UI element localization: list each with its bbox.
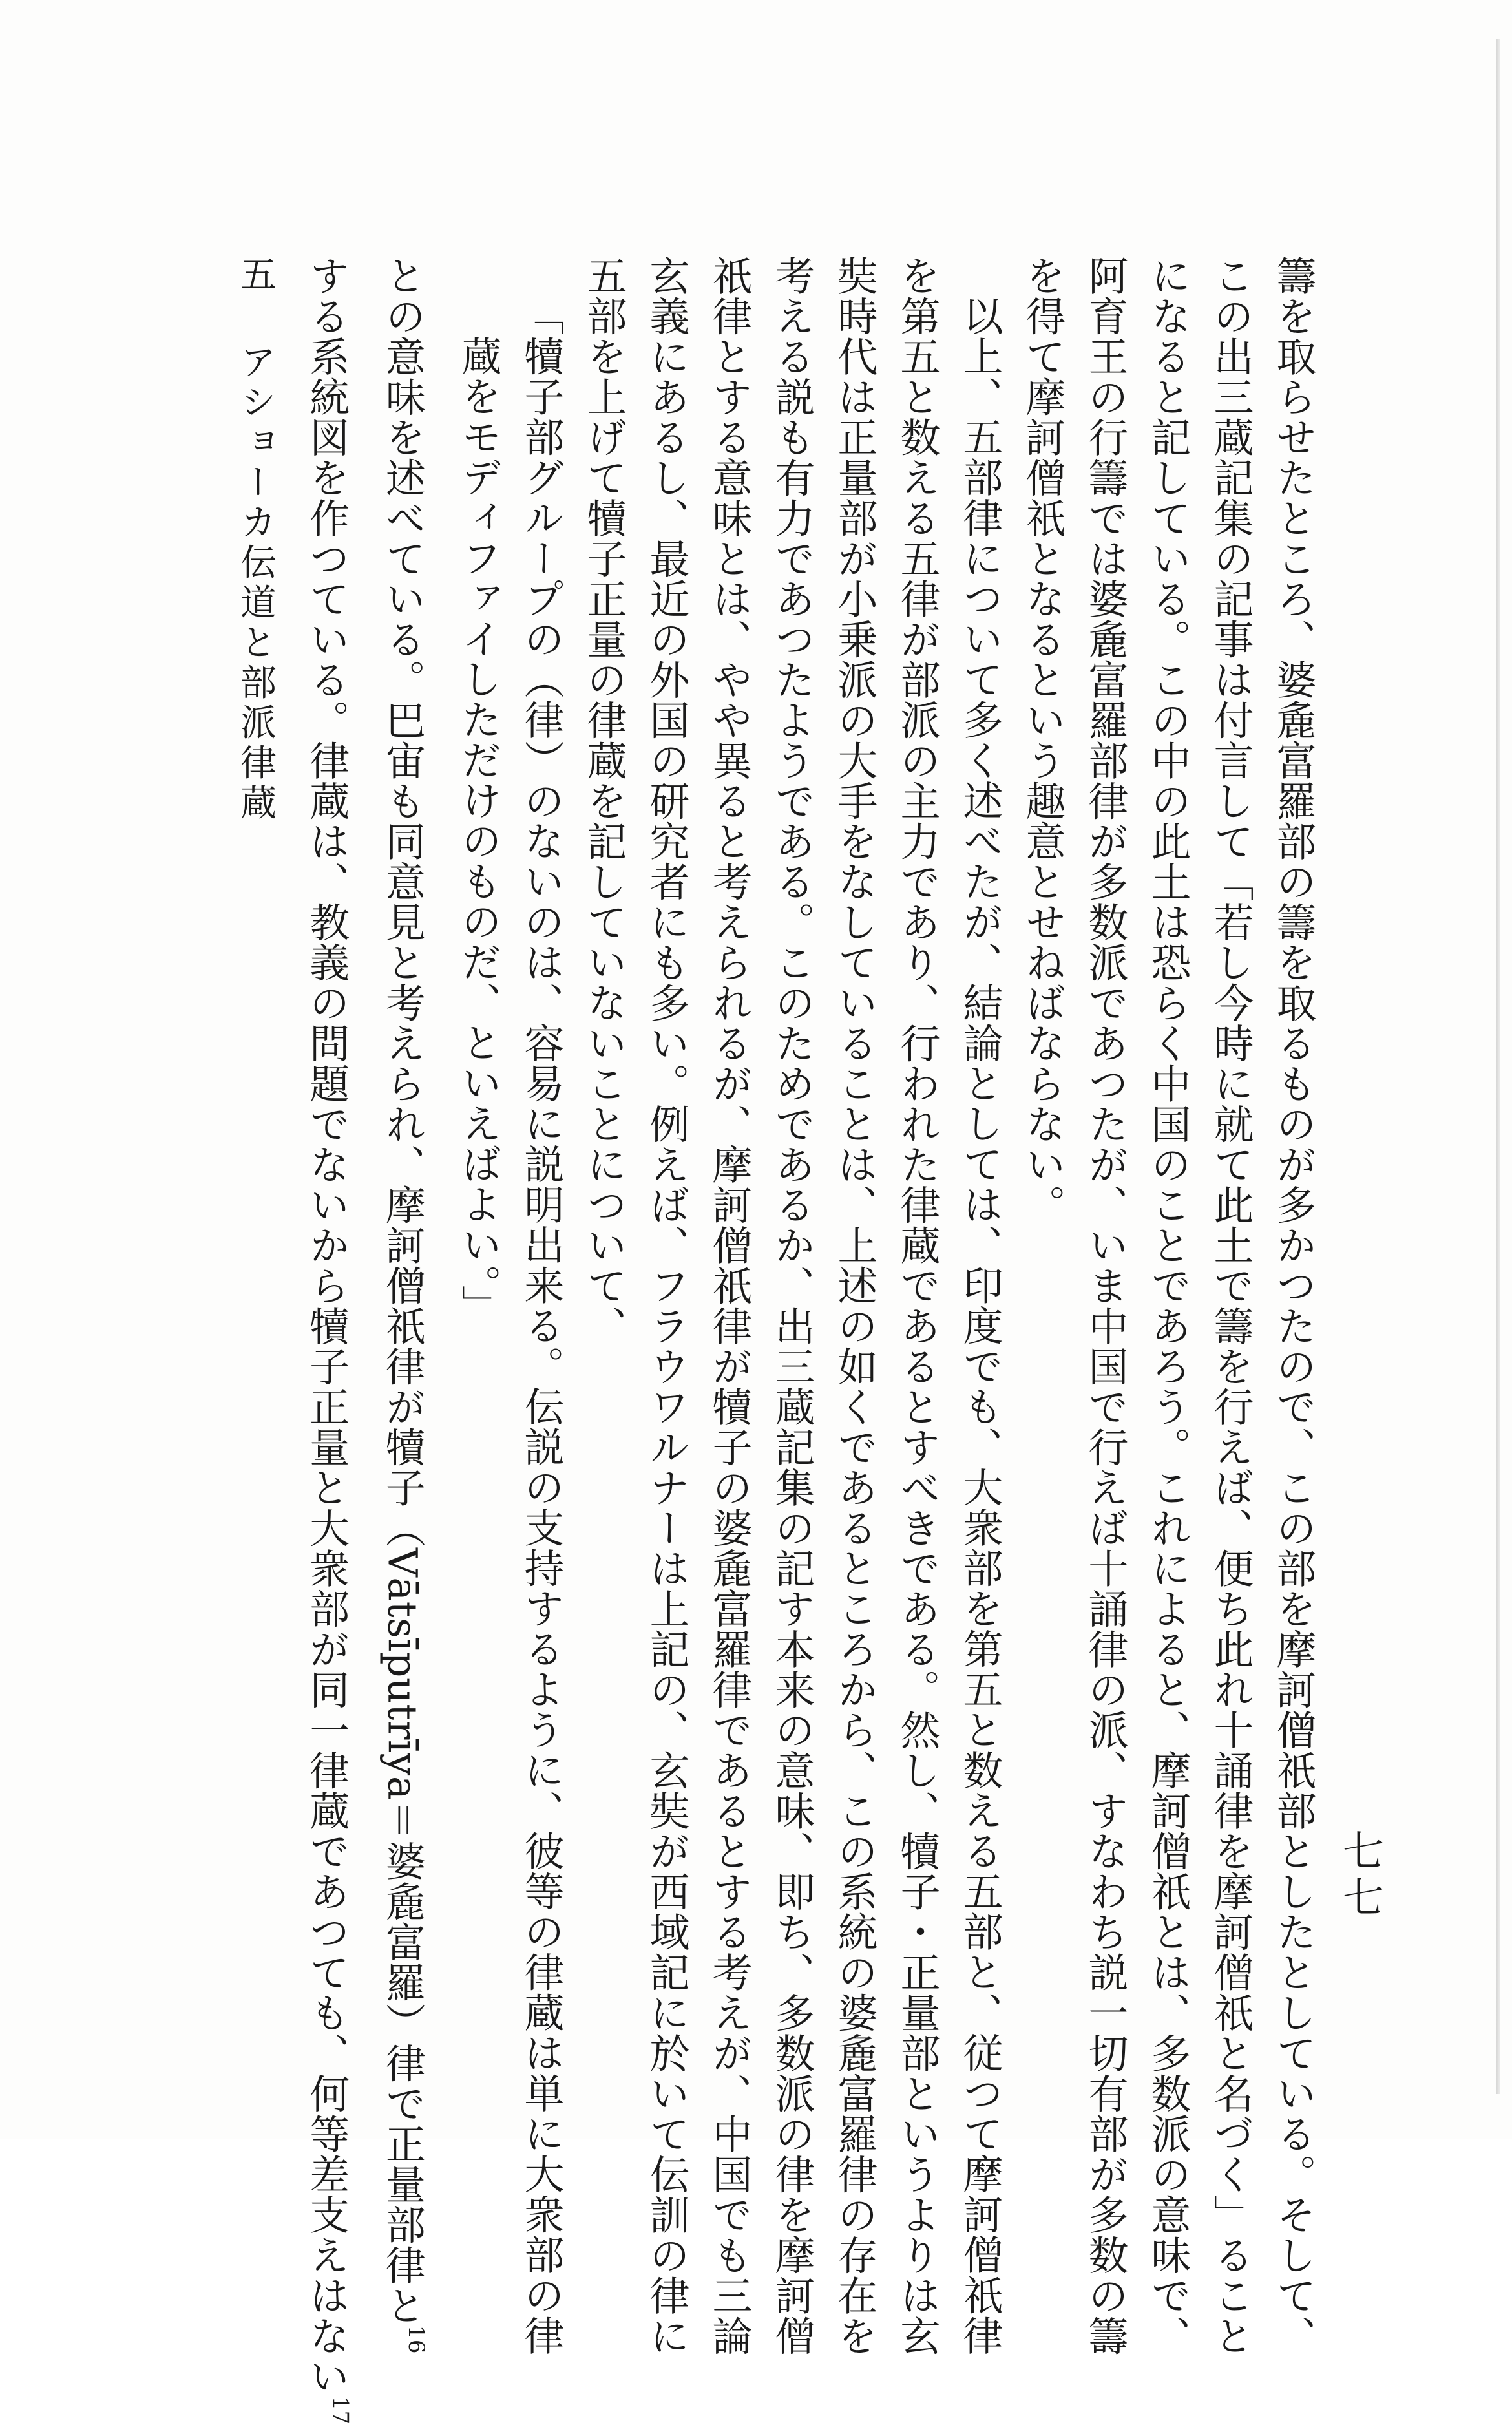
chapter-number: 五 [235, 255, 277, 295]
running-head [229, 255, 281, 824]
body-text [295, 255, 1325, 2425]
text-line: 以上、五部律について多く述べたが、結論としては、印度でも、大衆部を第五と数える五部と、従つて摩訶僧祇律 [956, 295, 1003, 2356]
text-line-with-ref17 [295, 255, 372, 2425]
text-line: になると記している。この中の此土は恐らく中国のことであろう。これによると、摩訶僧祇とは、多数派の意味で、 [1144, 255, 1192, 2356]
text-line: する系統図を作つている。律蔵は、教義の問題でないから犢子正量と大衆部が同一律蔵であつても、何等差支えはない [302, 255, 350, 2397]
text-line: 考える説も有力であつたようである。このためであるか、出三蔵記集の記す本来の意味、即ち、多数派の律を摩訶僧 [768, 255, 815, 2356]
text-line: この出三蔵記集の記事は付言して「若し今時に就て此土で籌を行えば、便ち此れ十誦律を摩訶僧祇と名づく」ること [1207, 255, 1254, 2356]
quote-line: 「犢子部グループの（律）のないのは、容易に説明出来る。伝説の支持するように、彼等の律蔵は単に大衆部の律 [518, 295, 565, 2356]
text-line: 祇律とする意味とは、やや異ると考えられるが、摩訶僧祇律が犢子の婆麁富羅律であるとする考えが、中国でも三論 [706, 255, 753, 2356]
text-line-with-ref16 [371, 255, 447, 2355]
footnote-ref-16: 16 [403, 2325, 429, 2355]
text-line: 奘時代は正量部が小乗派の大手をなしていることは、上述の如くであるところから、この系統の婆麁富羅律の存在を [831, 255, 878, 2356]
text-line: を得て摩訶僧祇となるという趣意とせねばならない。 [1019, 255, 1066, 1225]
text-line: 五部を上げて犢子正量の律蔵を記していないことについて、 [580, 255, 627, 1346]
page-number: 七七 [1336, 1829, 1383, 1922]
chapter-title: アショーカ伝道と部派律蔵 [235, 343, 277, 824]
text-line: との意味を述べている。巴宙も同意見と考えられ、摩訶僧祇律が犢子（Vātsīputrīya＝婆麁富羅）律で正量部律と [379, 255, 426, 2325]
text-line: 阿育王の行籌では婆麁富羅部律が多数派であつたが、いま中国で行えば十誦律の派、すなわち説一切有部が多数の籌 [1082, 255, 1129, 2356]
text-line: を第五と数える五律が部派の主力であり、行われた律蔵であるとすべきである。然し、犢子・正量部というよりは玄 [894, 255, 941, 2356]
text-line: 籌を取らせたところ、婆麁富羅部の籌を取るものが多かつたので、この部を摩訶僧祇部としたとしている。そして、 [1270, 255, 1317, 2356]
scan-edge [1496, 39, 1500, 2094]
text-line: 玄義にあるし、最近の外国の研究者にも多い。例えば、フラウワルナーは上記の、玄奘が西域記に於いて伝訓の律に [643, 255, 690, 2356]
footnote-ref-17: 17 [327, 2396, 353, 2425]
quote-line: 蔵をモディファイしただけのものだ、といえばよい。」 [455, 335, 502, 1326]
